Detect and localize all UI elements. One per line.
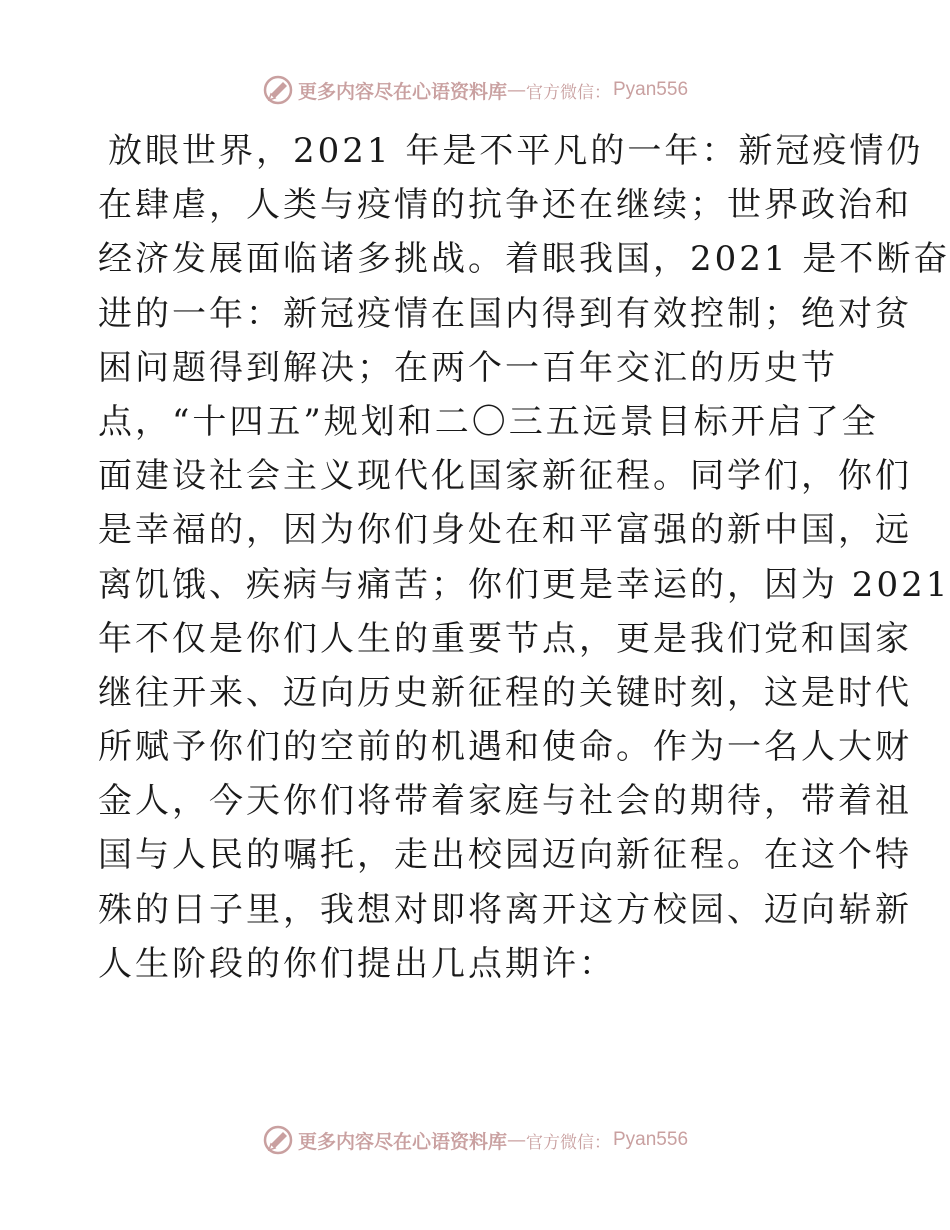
body-line: 金人，今天你们将带着家庭与社会的期待，带着祖: [98, 781, 912, 822]
watermark-label: 官方微信：: [526, 1132, 611, 1153]
watermark-account: Pyan556: [613, 1129, 689, 1150]
watermark-account: Pyan556: [613, 79, 689, 100]
body-line: 人生阶段的你们提出几点期许：: [98, 943, 616, 984]
body-paragraph: [98, 124, 950, 991]
body-line: 国与人民的嘱托，走出校园迈向新征程。在这个特: [98, 835, 912, 876]
body-line: 困问题得到解决；在两个一百年交汇的历史节: [98, 347, 838, 388]
watermark-separator: —: [507, 1129, 526, 1151]
body-line: 是幸福的，因为你们身处在和平富强的新中国，远: [98, 510, 912, 551]
body-line: 在肆虐，人类与疫情的抗争还在继续；世界政治和: [98, 185, 912, 226]
seal-logo-icon: [262, 1124, 294, 1156]
body-line: 所赋予你们的空前的机遇和使命。作为一名人大财: [98, 727, 912, 768]
body-line: 离饥饿、疾病与痛苦；你们更是幸运的，因为 2021: [98, 564, 950, 605]
footer-watermark: [0, 1120, 950, 1160]
seal-logo-icon: [262, 74, 294, 106]
body-line: 经济发展面临诸多挑战。着眼我国，2021 是不断奋: [98, 239, 950, 280]
watermark-label: 官方微信：: [526, 82, 611, 103]
body-line: 继往开来、迈向历史新征程的关键时刻，这是时代: [98, 672, 912, 713]
header-watermark: [0, 70, 950, 110]
watermark-brand: 更多内容尽在心语资料库: [297, 1130, 507, 1153]
body-line: 年不仅是你们人生的重要节点，更是我们党和国家: [98, 618, 912, 659]
watermark-separator: —: [507, 79, 526, 101]
body-line: 放眼世界，2021 年是不平凡的一年：新冠疫情仍: [108, 131, 924, 171]
body-line: 点，“十四五”规划和二〇三五远景目标开启了全: [98, 401, 879, 442]
watermark-brand: 更多内容尽在心语资料库: [297, 80, 507, 103]
body-line: 面建设社会主义现代化国家新征程。同学们，你们: [98, 456, 912, 497]
body-line: 进的一年：新冠疫情在国内得到有效控制；绝对贫: [98, 293, 912, 334]
body-line: 殊的日子里，我想对即将离开这方校园、迈向崭新: [98, 889, 912, 930]
